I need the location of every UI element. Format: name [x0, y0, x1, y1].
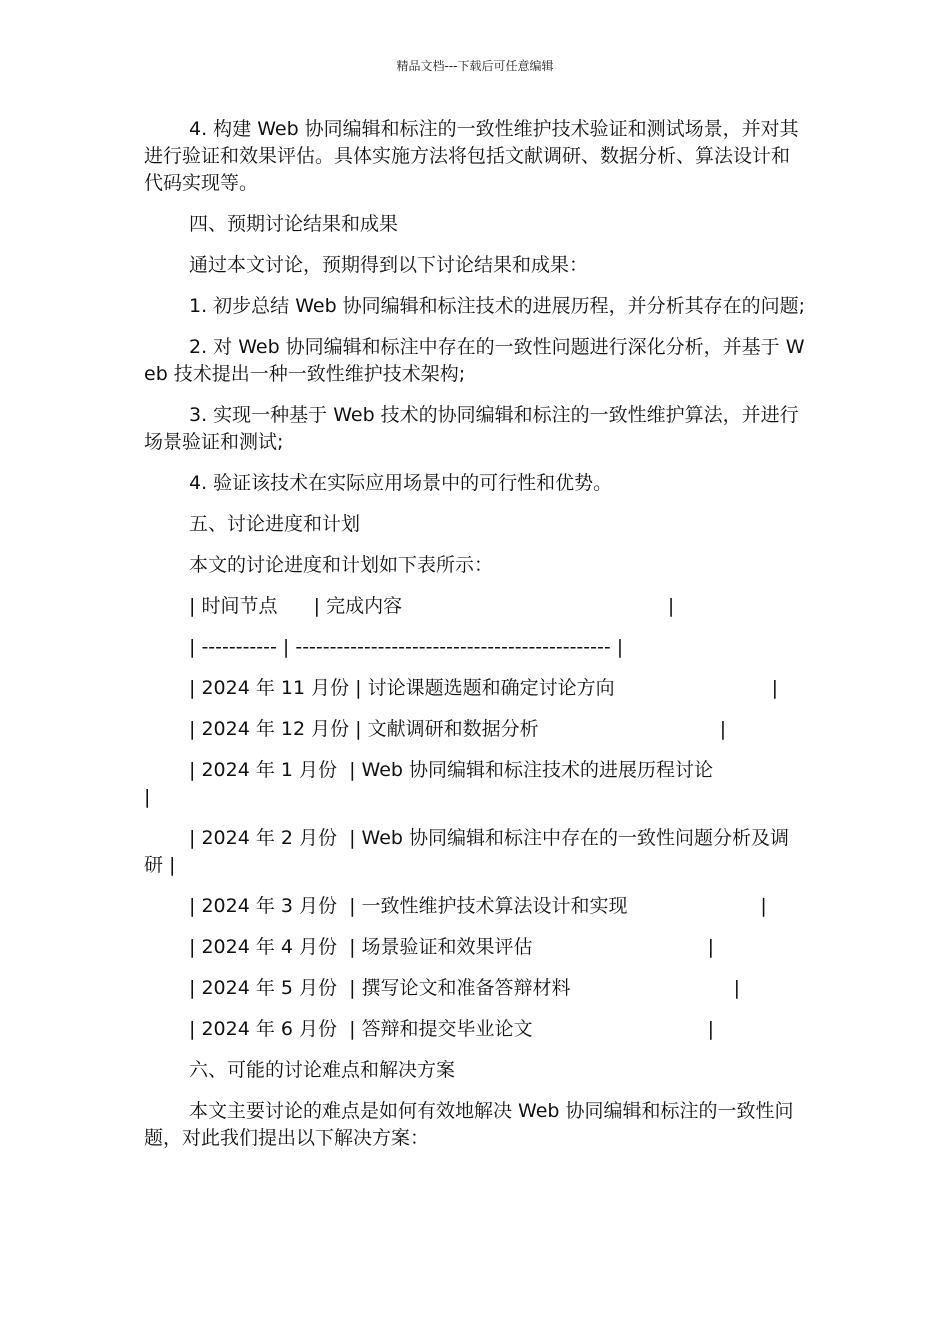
table-row: | 2024 年 2 月份 | Web 协同编辑和标注中存在的一致性问题分析及调研 | [144, 827, 789, 876]
section-heading: 五、讨论进度和计划 [189, 513, 361, 535]
paragraph: 通过本文讨论，预期得到以下讨论结果和成果： [189, 254, 589, 276]
document-body [144, 116, 816, 1166]
paragraph: 4. 构建 Web 协同编辑和标注的一致性维护技术验证和测试场景，并对其进行验证和效果评估。具体实施方法将包括文献调研、数据分析、算法设计和代码实现等。 [144, 118, 799, 194]
section-heading: 六、可能的讨论难点和解决方案 [189, 1059, 456, 1081]
table-row: | 2024 年 4 月份 | 场景验证和效果评估 | [189, 936, 715, 958]
table-row: | 2024 年 12 月份 | 文献调研和数据分析 | [189, 718, 727, 740]
paragraph: 本文的讨论进度和计划如下表所示： [189, 554, 494, 576]
paragraph: 本文主要讨论的难点是如何有效地解决 Web 协同编辑和标注的一致性问题，对此我们提出以下解决方案： [144, 1100, 794, 1149]
page-header: 精品文档---下载后可任意编辑 [396, 59, 554, 73]
table-row: | 2024 年 5 月份 | 撰写论文和准备答辩材料 | [189, 977, 740, 999]
list-item: 1. 初步总结 Web 协同编辑和标注技术的进展历程，并分析其存在的问题; [189, 295, 806, 317]
list-item: 3. 实现一种基于 Web 技术的协同编辑和标注的一致性维护算法，并进行场景验证和测试; [144, 404, 799, 453]
table-row: | 2024 年 6 月份 | 答辩和提交毕业论文 | [189, 1018, 715, 1040]
list-item: 4. 验证该技术在实际应用场景中的可行性和优势。 [189, 472, 613, 494]
section-heading: 四、预期讨论结果和成果 [189, 213, 399, 235]
table-row: | 2024 年 11 月份 | 讨论课题选题和确定讨论方向 | [189, 677, 779, 699]
list-item: 2. 对 Web 协同编辑和标注中存在的一致性问题进行深化分析，并基于 Web 技术提出一种一致性维护技术架构; [144, 336, 805, 385]
table-row: | 2024 年 1 月份 | Web 协同编辑和标注技术的进展历程讨论 | [144, 759, 816, 808]
table-header-row: | 时间节点 | 完成内容 | [189, 595, 675, 617]
table-separator-row: | ----------- | ---------------------------------------------- | [189, 636, 624, 658]
table-row: | 2024 年 3 月份 | 一致性维护技术算法设计和实现 | [189, 895, 767, 917]
